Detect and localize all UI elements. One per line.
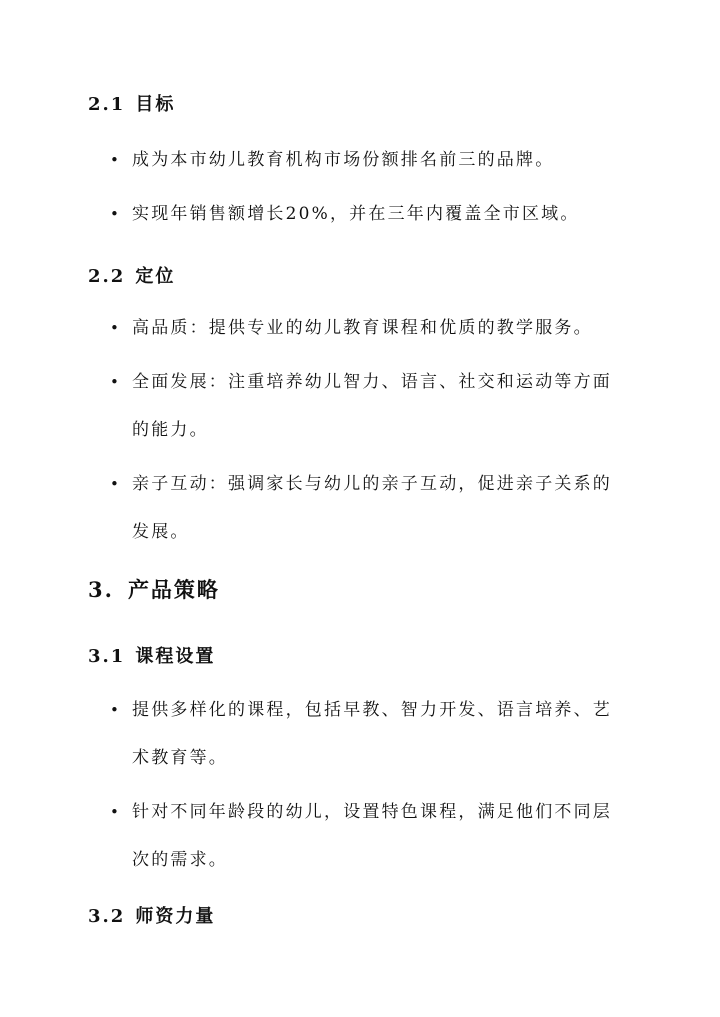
chapter-heading-3 — [88, 574, 220, 604]
list-item — [110, 304, 630, 352]
list-item-text: 针对不同年龄段的幼儿，设置特色课程，满足他们不同层次的需求。 — [132, 802, 612, 870]
list-item — [110, 136, 630, 184]
section-heading-2-2 — [88, 262, 175, 288]
chapter-title: 产品策略 — [127, 577, 220, 602]
section-number: 3.1 — [88, 646, 126, 667]
list-item — [110, 686, 630, 782]
section-heading-3-1 — [88, 642, 215, 668]
list-item-text: 实现年销售额增长20%，并在三年内覆盖全市区域。 — [132, 204, 580, 224]
list-item-text: 提供多样化的课程，包括早教、智力开发、语言培养、艺术教育等。 — [132, 700, 612, 768]
bullet-icon: • — [110, 319, 122, 337]
list-item-text: 高品质：提供专业的幼儿教育课程和优质的教学服务。 — [132, 318, 593, 338]
list-item-text: 全面发展：注重培养幼儿智力、语言、社交和运动等方面的能力。 — [132, 372, 612, 440]
bullet-icon: • — [110, 373, 122, 391]
section-title: 目标 — [135, 94, 176, 115]
list-item — [110, 460, 630, 556]
bullet-icon: • — [110, 205, 122, 223]
list-item — [110, 190, 630, 238]
bullet-icon: • — [110, 803, 122, 821]
list-item-text: 成为本市幼儿教育机构市场份额排名前三的品牌。 — [132, 150, 555, 170]
chapter-number: 3. — [88, 577, 114, 602]
section-title: 师资力量 — [135, 906, 216, 927]
bullet-icon: • — [110, 151, 122, 169]
section-heading-2-1 — [88, 90, 175, 116]
section-heading-3-2 — [88, 902, 215, 928]
list-item — [110, 788, 630, 884]
section-number: 2.1 — [88, 94, 126, 115]
section-title: 课程设置 — [135, 646, 216, 667]
section-title: 定位 — [135, 266, 176, 287]
list-item — [110, 358, 630, 454]
section-number: 3.2 — [88, 906, 126, 927]
bullet-icon: • — [110, 475, 122, 493]
section-number: 2.2 — [88, 266, 126, 287]
bullet-icon: • — [110, 701, 122, 719]
list-item-text: 亲子互动：强调家长与幼儿的亲子互动，促进亲子关系的发展。 — [132, 474, 612, 542]
